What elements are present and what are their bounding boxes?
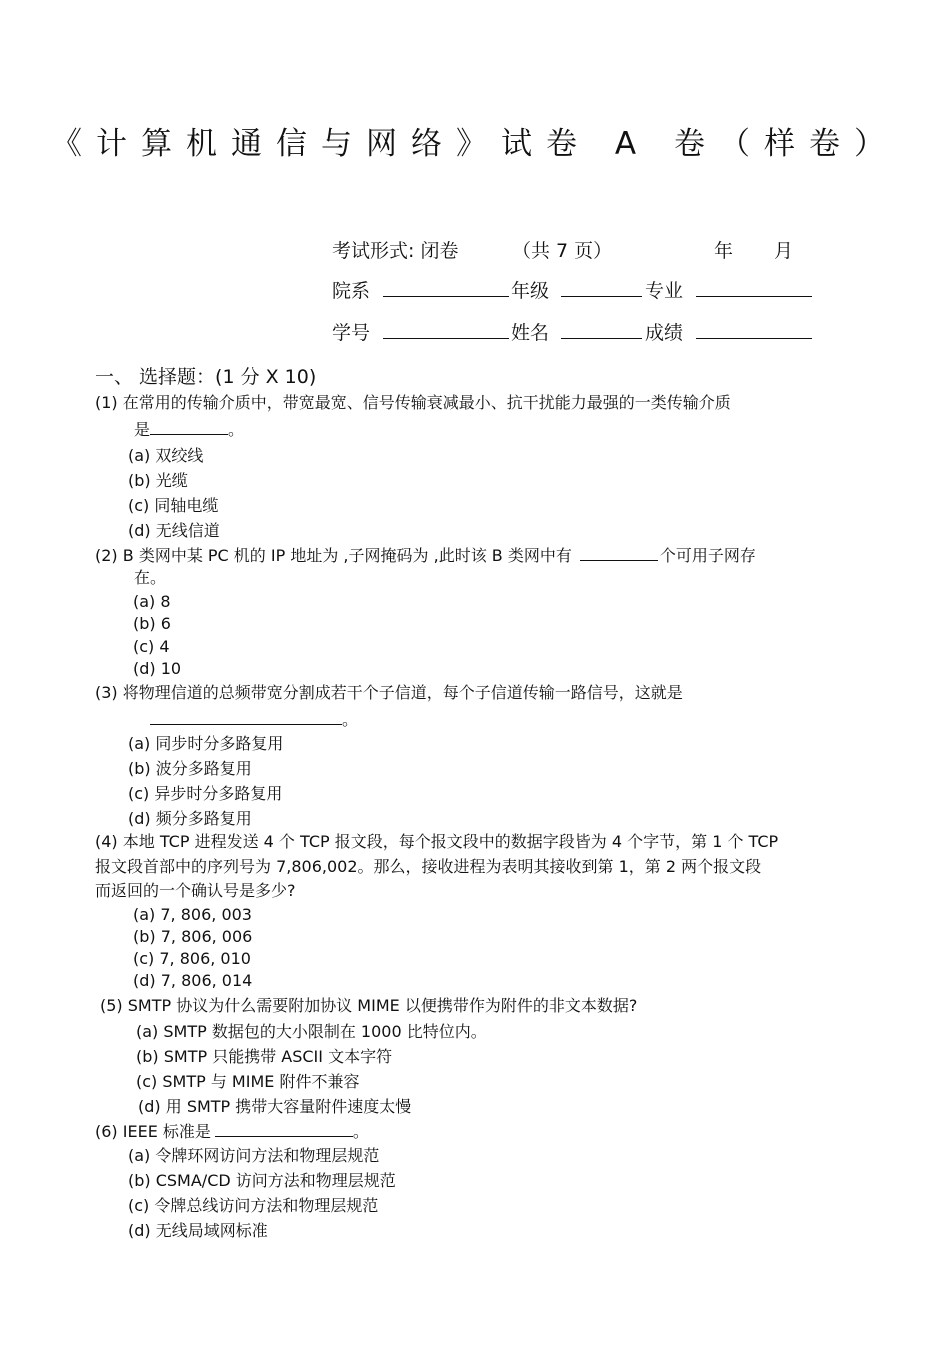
- question-2-option-b[interactable]: (b) 6: [133, 614, 171, 633]
- student-id-label: 学号: [332, 322, 371, 344]
- question-4-stem-line2: 报文段首部中的序列号为 7,806,002。那么，接收进程为表明其接收到第 1，第 2 两个报文段: [95, 857, 762, 876]
- question-6-option-c[interactable]: (c) 令牌总线访问方法和物理层规范: [128, 1196, 379, 1215]
- department-field[interactable]: [383, 278, 509, 297]
- question-4-option-a[interactable]: (a) 7, 806, 003: [133, 905, 252, 924]
- section-title: 一、 选择题：(1 分 X 10): [95, 366, 317, 388]
- department-label: 院系: [332, 280, 371, 302]
- question-2-blank[interactable]: [580, 542, 658, 561]
- question-5-option-d[interactable]: (d) 用 SMTP 携带大容量附件速度太慢: [138, 1097, 412, 1116]
- question-3-option-a[interactable]: (a) 同步时分多路复用: [128, 734, 284, 753]
- question-2-option-a[interactable]: (a) 8: [133, 592, 171, 611]
- major-label: 专业: [645, 280, 684, 302]
- name-label: 姓名: [511, 322, 550, 344]
- question-2-option-c[interactable]: (c) 4: [133, 637, 170, 656]
- question-1-stem: (1) 在常用的传输介质中，带宽最宽、信号传输衰减最小、抗干扰能力最强的一类传输介质: [95, 393, 731, 412]
- exam-form: 考试形式: 闭卷: [332, 240, 459, 262]
- year-label: 年: [714, 240, 734, 262]
- question-1-blank[interactable]: [150, 416, 228, 435]
- grade-label: 年级: [511, 280, 550, 302]
- question-3-option-b[interactable]: (b) 波分多路复用: [128, 759, 252, 778]
- student-id-field[interactable]: [383, 320, 509, 339]
- major-field[interactable]: [696, 278, 812, 297]
- question-3-blank[interactable]: [150, 706, 342, 725]
- question-4-option-d[interactable]: (d) 7, 806, 014: [133, 971, 253, 990]
- question-3-stem: (3) 将物理信道的总频带宽分割成若干个子信道，每个子信道传输一路信号，这就是: [95, 683, 683, 702]
- question-6-option-d[interactable]: (d) 无线局域网标准: [128, 1221, 268, 1240]
- page-title: 《计算机通信与网络》试卷 A 卷（样卷）: [51, 126, 899, 162]
- score-label: 成绩: [645, 322, 684, 344]
- question-2-stem-cont: 在。: [134, 568, 167, 587]
- question-1-stem-cont: 是 。: [134, 416, 244, 442]
- question-3-stem-cont: 。: [150, 706, 358, 732]
- question-1-option-d[interactable]: (d) 无线信道: [128, 521, 220, 540]
- month-label: 月: [774, 240, 794, 262]
- page-count: （共 7 页）: [512, 240, 613, 262]
- question-3-option-c[interactable]: (c) 异步时分多路复用: [128, 784, 283, 803]
- question-6-blank[interactable]: [215, 1118, 353, 1137]
- question-5-option-b[interactable]: (b) SMTP 只能携带 ASCII 文本字符: [136, 1047, 393, 1066]
- question-5-option-a[interactable]: (a) SMTP 数据包的大小限制在 1000 比特位内。: [136, 1022, 487, 1041]
- question-4-stem-line3: 而返回的一个确认号是多少?: [95, 881, 296, 900]
- question-4-stem-line1: (4) 本地 TCP 进程发送 4 个 TCP 报文段，每个报文段中的数据字段皆为 4 个字节，第 1 个 TCP: [95, 832, 779, 851]
- question-3-option-d[interactable]: (d) 频分多路复用: [128, 809, 252, 828]
- question-1-option-a[interactable]: (a) 双绞线: [128, 446, 204, 465]
- question-2-stem: (2) B 类网中某 PC 机的 IP 地址为 ,子网掩码为 ,此时该 B 类网中有 个可用子网存: [95, 542, 756, 568]
- question-6-option-a[interactable]: (a) 令牌环网访问方法和物理层规范: [128, 1146, 380, 1165]
- score-field[interactable]: [696, 320, 812, 339]
- name-field[interactable]: [561, 320, 642, 339]
- question-5-stem: (5) SMTP 协议为什么需要附加协议 MIME 以便携带作为附件的非文本数据?: [100, 996, 638, 1015]
- question-4-option-b[interactable]: (b) 7, 806, 006: [133, 927, 253, 946]
- question-6-stem: (6) IEEE 标准是 。: [95, 1118, 369, 1144]
- question-6-option-b[interactable]: (b) CSMA/CD 访问方法和物理层规范: [128, 1171, 396, 1190]
- grade-field[interactable]: [561, 278, 642, 297]
- question-1-option-b[interactable]: (b) 光缆: [128, 471, 188, 490]
- question-4-option-c[interactable]: (c) 7, 806, 010: [133, 949, 251, 968]
- question-2-option-d[interactable]: (d) 10: [133, 659, 182, 678]
- question-5-option-c[interactable]: (c) SMTP 与 MIME 附件不兼容: [136, 1072, 360, 1091]
- question-1-option-c[interactable]: (c) 同轴电缆: [128, 496, 219, 515]
